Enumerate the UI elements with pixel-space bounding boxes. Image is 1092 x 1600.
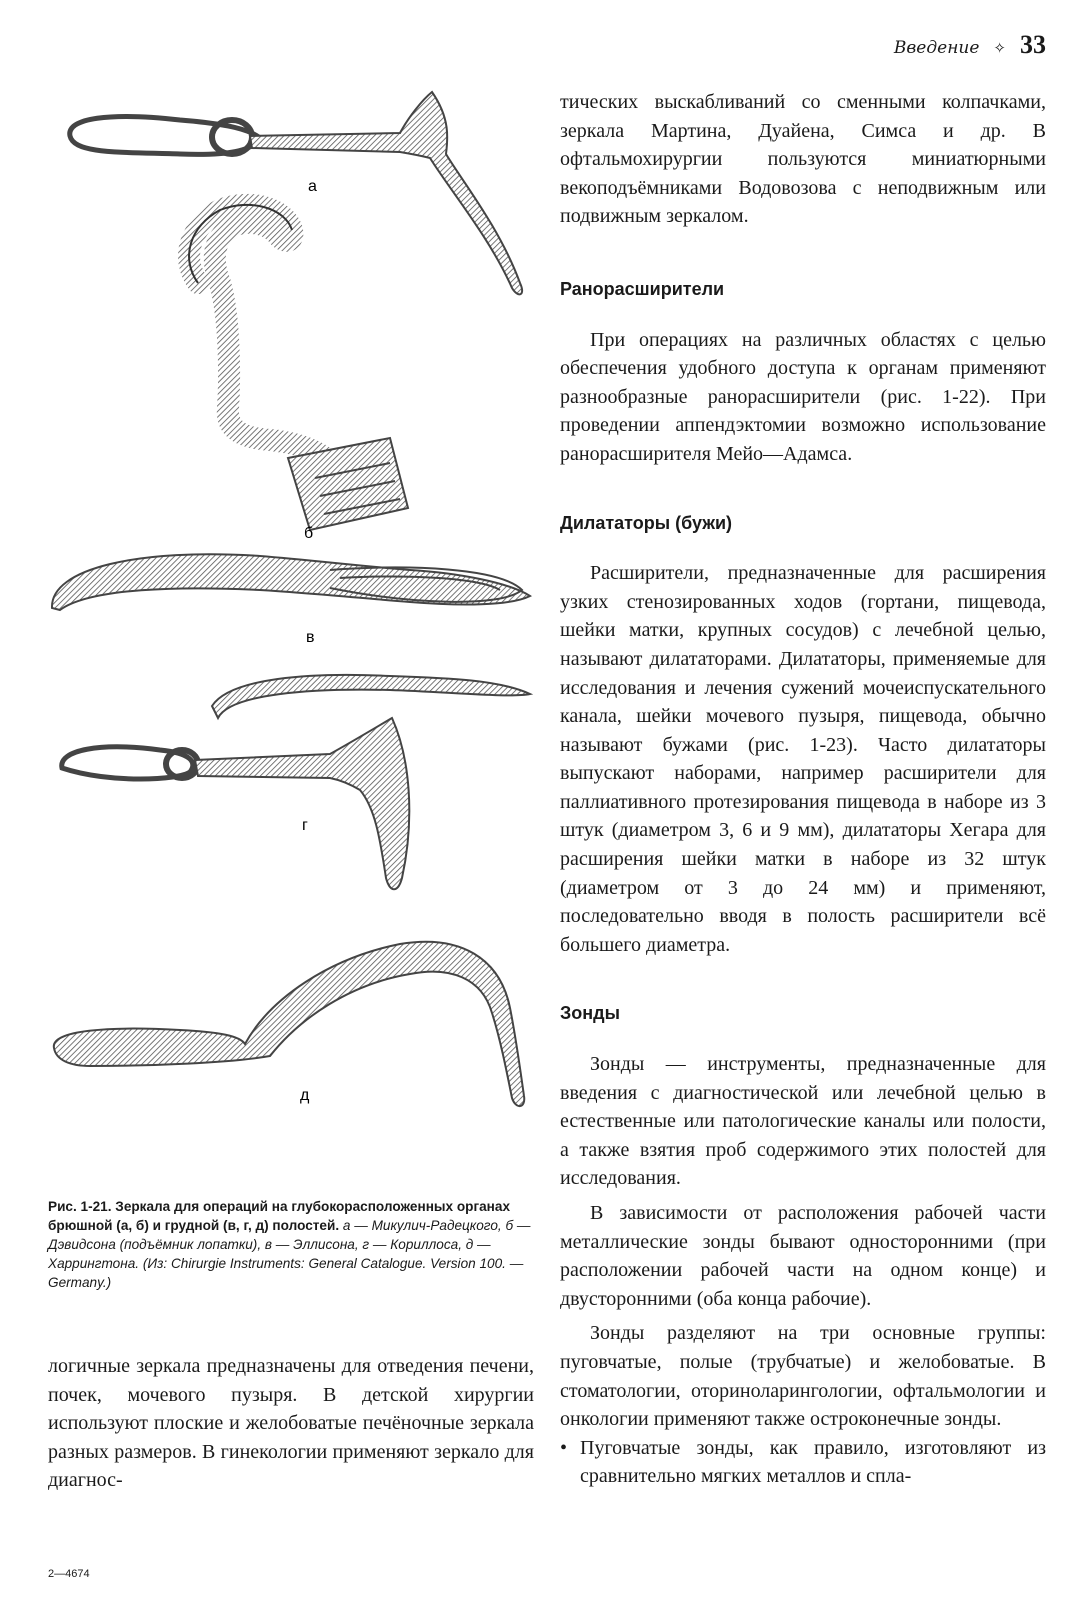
- paragraph-probes-1: Зонды — инструменты, предназначенные для введения с диагностической или лечебной целью в естественные или патологические каналы или полости, а также взятия проб содержимого этих полостей для исследования.: [560, 1053, 1046, 1190]
- label-d: г: [302, 817, 308, 834]
- label-c: в: [306, 629, 315, 646]
- left-column-text: логичные зеркала предназначены для отведения печени, почек, мочевого пузыря. В детской хирургии используют плоские и желобоватые печёночные зеркала разных размеров. В гинекологии применяют зеркало для диагнос-: [48, 1355, 534, 1491]
- intro-paragraph: тических выскабливаний со сменными колпачками, зеркала Мартина, Дуайена, Симса и др. В офтальмохирургии пользуются миниатюрными векоподъёмниками Водовозова с неподвижным или подвижным зеркалом.: [560, 91, 1046, 228]
- retractor-b-icon: [189, 205, 408, 530]
- retractor-d-icon: [62, 675, 530, 889]
- signature-code: 2—4674: [48, 1568, 90, 1580]
- bullet-mark: •: [560, 1436, 568, 1459]
- retractor-e-icon: [54, 942, 524, 1106]
- paragraph-dilators: Расширители, предназначенные для расширения узких стенозированных ходов (гортани, пищевода, шейки матки, крупных сосудов) с лечебной целью, называют дилататорами. Дилататоры, применяемые для исследования и лечения сужений мочеиспускательного канала, шейки мочевого пузыря, пищевода, обычно называют бужами (рис. 1-23). Часто дилататоры выпускают наборами, например расширители для паллиативного протезирования пищевода в наборе из 3 штук (диаметром 3, 6 и 9 мм), дилататоры Хегара для расширения шейки матки в наборе из 32 штук (диаметром от 3 до 24 мм) и применяют, последовательно вводя в полость расширители всё большего диаметра.: [560, 562, 1046, 956]
- retractor-illustrations: [30, 78, 550, 1188]
- running-head: [894, 30, 1046, 60]
- heading-wound-retractors: Ранорасширители: [560, 278, 725, 299]
- ornament-icon: ✧: [993, 39, 1006, 57]
- paragraph-wound-retractors: При операциях на различных областях с целью обеспечения удобного доступа к органам применяют разнообразные ранорасширители (рис. 1-22). При проведении аппендэктомии возможно использование ранорасширителя Мейо—Адамса.: [560, 328, 1046, 465]
- retractor-a-icon: [70, 92, 522, 294]
- paragraph-probes-2: В зависимости от расположения рабочей части металлические зонды бывают односторонними (при расположении рабочей части на одном конце) и двусторонними (оба конца рабочие).: [560, 1202, 1046, 1310]
- figure-1-21: [30, 78, 550, 1188]
- caption-body: а — Микулич-Радецкого, б — Дэвидсона (подъёмник лопатки), в — Эллисона, г — Кориллоса, д — Харрингтона. (Из: Chirurgie Instruments: General Catalogue. Version 100. — Germany.): [48, 1218, 531, 1290]
- bullet-text: Пуговчатые зонды, как правило, изготовляют из сравнительно мягких металлов и спла-: [580, 1436, 1046, 1488]
- figure-caption: [48, 1197, 544, 1292]
- label-e: д: [300, 1087, 310, 1104]
- heading-dilators: Дилататоры (бужи): [560, 512, 733, 533]
- right-column: [560, 88, 1046, 1491]
- label-a: а: [308, 178, 317, 195]
- label-b: б: [304, 525, 314, 542]
- page-number: 33: [1020, 30, 1046, 59]
- heading-probes: Зонды: [560, 1003, 620, 1024]
- caption-title: Рис. 1-21. Зеркала для операций на глубокорасположенных органах брюшной (а, б) и грудной (в, г, д) полостей.: [48, 1199, 511, 1233]
- running-head-section: Введение: [893, 38, 980, 58]
- bullet-item: [560, 1434, 1046, 1491]
- retractor-c-icon: [52, 554, 530, 610]
- paragraph-probes-3: Зонды разделяют на три основные группы: пуговчатые, полые (трубчатые) и желобоватые. В стоматологии, оториноларингологии, офтальмологии и онкологии применяют также остроконечные зонды.: [560, 1322, 1046, 1431]
